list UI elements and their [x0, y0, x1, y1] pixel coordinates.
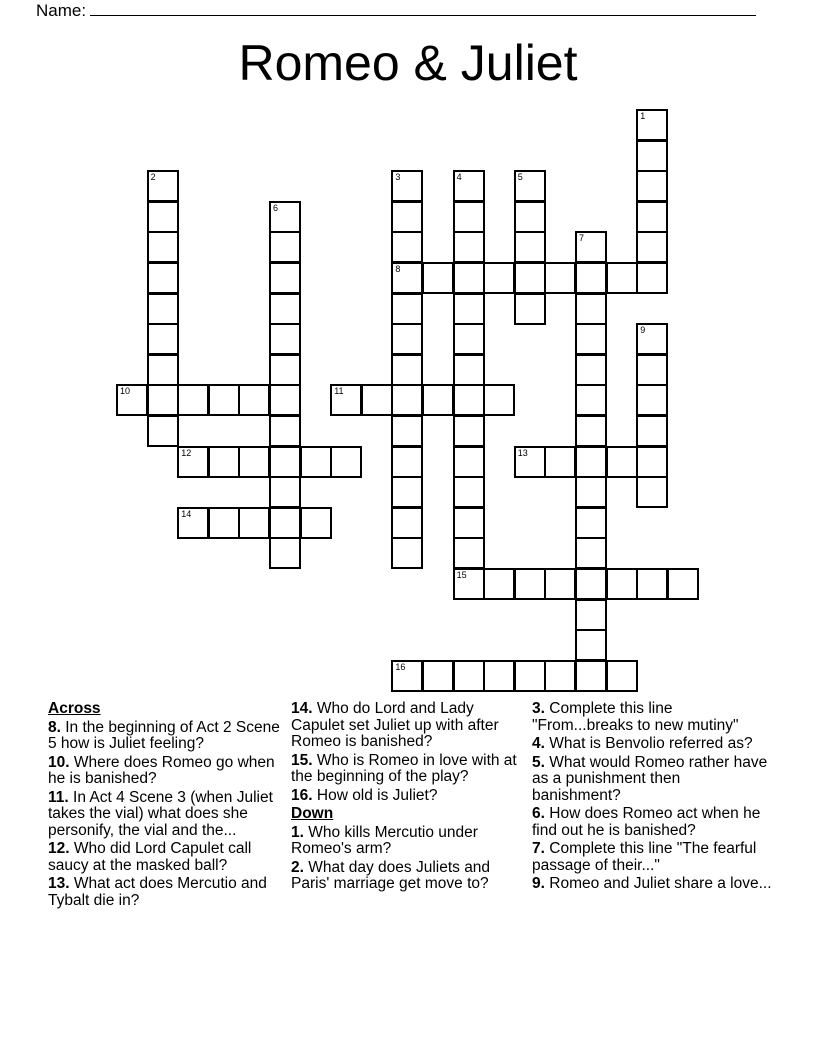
grid-cell[interactable]: [300, 446, 332, 478]
clue-number: 13: [517, 447, 528, 458]
clue-number: 9: [640, 325, 646, 336]
grid-cell[interactable]: [514, 446, 546, 478]
grid-cell[interactable]: [636, 201, 668, 233]
clue-number: 11: [334, 386, 344, 397]
grid-cell[interactable]: [391, 660, 423, 692]
grid-cell[interactable]: [422, 660, 454, 692]
grid-cell[interactable]: [636, 231, 668, 263]
grid-cell[interactable]: [391, 231, 423, 263]
clue-down: 9. Romeo and Juliet share a love...: [532, 875, 772, 892]
grid-cell[interactable]: [238, 384, 270, 416]
grid-cell[interactable]: [147, 262, 179, 294]
grid-cell[interactable]: [575, 537, 607, 569]
grid-cell[interactable]: [361, 384, 393, 416]
grid-cell[interactable]: [636, 415, 668, 447]
grid-cell[interactable]: [147, 231, 179, 263]
grid-cell[interactable]: [269, 507, 301, 539]
grid-cell[interactable]: [453, 660, 485, 692]
grid-cell[interactable]: [575, 629, 607, 661]
grid-cell[interactable]: [208, 384, 240, 416]
grid-cell[interactable]: [606, 660, 638, 692]
grid-cell[interactable]: [575, 415, 607, 447]
clue-down: 1. Who kills Mercutio under Romeo's arm?: [291, 823, 478, 857]
grid-cell[interactable]: [514, 262, 546, 294]
grid-cell[interactable]: [453, 231, 485, 263]
grid-cell[interactable]: [208, 507, 240, 539]
clue-across: 14. Who do Lord and Lady Capulet set Juliet up with after Romeo is banished?: [291, 700, 499, 750]
grid-cell[interactable]: [269, 415, 301, 447]
grid-cell[interactable]: [453, 568, 485, 600]
clue-number: 14: [181, 508, 192, 519]
clue-across: 10. Where does Romeo go when he is banished?: [48, 753, 275, 787]
grid-cell[interactable]: [636, 262, 668, 294]
clue-down: 6. How does Romeo act when he find out he is banished?: [532, 805, 761, 839]
grid-cell[interactable]: [575, 323, 607, 355]
clue-across: 13. What act does Mercutio and Tybalt die in?: [48, 875, 267, 909]
clue-number: 5: [517, 172, 523, 183]
grid-cell[interactable]: [606, 262, 638, 294]
grid-cell[interactable]: [514, 293, 546, 325]
clue-down: 3. Complete this line "From...breaks to new mutiny": [532, 700, 739, 734]
grid-cell[interactable]: [575, 354, 607, 386]
grid-cell[interactable]: [238, 446, 270, 478]
grid-cell[interactable]: [575, 293, 607, 325]
clue-number: 7: [579, 233, 585, 244]
grid-cell[interactable]: [514, 660, 546, 692]
grid-cell[interactable]: [453, 384, 485, 416]
grid-cell[interactable]: [147, 354, 179, 386]
clue-across: 8. In the beginning of Act 2 Scene 5 how is Juliet feeling?: [48, 718, 280, 752]
grid-cell[interactable]: [575, 599, 607, 631]
clue-number: 12: [181, 447, 192, 458]
grid-cell[interactable]: [147, 415, 179, 447]
grid-cell[interactable]: [147, 170, 179, 202]
grid-cell[interactable]: [391, 354, 423, 386]
grid-cell[interactable]: [391, 323, 423, 355]
grid-cell[interactable]: [453, 446, 485, 478]
clue-across: 16. How old is Juliet?: [291, 786, 438, 804]
grid-cell[interactable]: [208, 446, 240, 478]
grid-cell[interactable]: [269, 476, 301, 508]
grid-cell[interactable]: [636, 384, 668, 416]
grid-cell[interactable]: [269, 201, 301, 233]
grid-cell[interactable]: [544, 262, 576, 294]
grid-cell[interactable]: [636, 446, 668, 478]
grid-cell[interactable]: [330, 384, 362, 416]
grid-cell[interactable]: [636, 354, 668, 386]
grid-cell[interactable]: [391, 201, 423, 233]
grid-cell[interactable]: [606, 568, 638, 600]
grid-cell[interactable]: [269, 446, 301, 478]
grid-cell[interactable]: [453, 537, 485, 569]
grid-cell[interactable]: [453, 476, 485, 508]
grid-cell[interactable]: [391, 446, 423, 478]
clue-number: 16: [395, 661, 406, 672]
grid-cell[interactable]: [391, 415, 423, 447]
clues-column-2: [291, 701, 527, 895]
grid-cell[interactable]: [238, 507, 270, 539]
grid-cell[interactable]: [636, 323, 668, 355]
grid-cell[interactable]: [575, 231, 607, 263]
grid-cell[interactable]: [453, 170, 485, 202]
clues-column-3: [532, 701, 772, 895]
clues-column-1: [48, 701, 288, 911]
grid-cell[interactable]: [177, 384, 209, 416]
clue-number: 2: [150, 172, 156, 183]
clue-number: 1: [640, 111, 646, 121]
grid-cell[interactable]: [391, 384, 423, 416]
grid-cell[interactable]: [667, 568, 699, 600]
clue-down: 7. Complete this line "The fearful passage of their...": [532, 840, 757, 874]
clue-across: 11. In Act 4 Scene 3 (when Juliet takes the vial) what does she personify, the vial and the...: [48, 788, 273, 839]
grid-cell[interactable]: [636, 476, 668, 508]
grid-cell[interactable]: [575, 507, 607, 539]
grid-cell[interactable]: [269, 384, 301, 416]
grid-cell[interactable]: [177, 507, 209, 539]
grid-cell[interactable]: [636, 109, 668, 141]
grid-cell[interactable]: [453, 323, 485, 355]
grid-cell[interactable]: [575, 262, 607, 294]
clue-number: 15: [456, 570, 467, 580]
grid-cell[interactable]: [177, 446, 209, 478]
grid-cell[interactable]: [391, 476, 423, 508]
grid-cell[interactable]: [269, 537, 301, 569]
grid-cell[interactable]: [269, 293, 301, 325]
grid-cell[interactable]: [483, 262, 515, 294]
grid-cell[interactable]: [391, 170, 423, 202]
page-title: Romeo & Juliet: [238, 35, 578, 91]
grid-cell[interactable]: [575, 660, 607, 692]
clue-down: 5. What would Romeo rather have as a punishment then banishment?: [532, 753, 768, 804]
grid-cell[interactable]: [391, 293, 423, 325]
grid-cell[interactable]: [422, 262, 454, 294]
clue-number: 6: [273, 202, 279, 213]
grid-cell[interactable]: [453, 507, 485, 539]
grid-cell[interactable]: [453, 415, 485, 447]
clue-number: 10: [120, 386, 131, 397]
clue-number: 8: [395, 264, 401, 274]
grid-cell[interactable]: [514, 201, 546, 233]
grid-cell[interactable]: [514, 231, 546, 263]
grid-cell[interactable]: [575, 446, 607, 478]
grid-cell[interactable]: [453, 262, 485, 294]
grid-cell[interactable]: [453, 201, 485, 233]
grid-cell[interactable]: [575, 476, 607, 508]
grid-cell[interactable]: [514, 170, 546, 202]
clue-number: 4: [456, 172, 462, 183]
grid-cell[interactable]: [269, 231, 301, 263]
across-clues-a: [48, 720, 288, 910]
grid-cell[interactable]: [147, 384, 179, 416]
clue-across: 12. Who did Lord Capulet call saucy at the masked ball?: [48, 840, 252, 874]
grid-cell[interactable]: [606, 446, 638, 478]
grid-cell[interactable]: [544, 446, 576, 478]
grid-cell[interactable]: [269, 354, 301, 386]
grid-cell[interactable]: [147, 201, 179, 233]
grid-cell[interactable]: [391, 507, 423, 539]
grid-cell[interactable]: [269, 323, 301, 355]
grid-cell[interactable]: [391, 537, 423, 569]
grid-cell[interactable]: [116, 384, 148, 416]
grid-cell[interactable]: [330, 446, 362, 478]
grid-cell[interactable]: [483, 384, 515, 416]
grid-cell[interactable]: [483, 660, 515, 692]
grid-cell[interactable]: [636, 568, 668, 600]
grid-cell[interactable]: [391, 262, 423, 294]
grid-cell[interactable]: [575, 384, 607, 416]
clue-down: 2. What day does Juliets and Paris' marriage get move to?: [291, 858, 491, 892]
grid-cell[interactable]: [422, 384, 454, 416]
grid-cell[interactable]: [300, 507, 332, 539]
grid-cell[interactable]: [514, 568, 546, 600]
grid-cell[interactable]: [147, 293, 179, 325]
grid-cell[interactable]: [575, 568, 607, 600]
clue-across: 15. Who is Romeo in love with at the beginning of the play?: [291, 751, 517, 785]
grid-cell[interactable]: [544, 660, 576, 692]
grid-cell[interactable]: [147, 323, 179, 355]
clue-number: 3: [395, 172, 401, 183]
grid-cell[interactable]: [453, 293, 485, 325]
grid-cell[interactable]: [483, 568, 515, 600]
grid-cell[interactable]: [269, 262, 301, 294]
across-heading: Across: [48, 700, 101, 717]
grid-cell[interactable]: [544, 568, 576, 600]
grid-cell[interactable]: [636, 170, 668, 202]
clue-down: 4. What is Benvolio referred as?: [532, 735, 753, 752]
name-label: Name:: [36, 1, 87, 20]
grid-cell[interactable]: [636, 140, 668, 172]
down-heading: Down: [291, 805, 334, 822]
grid-cell[interactable]: [453, 354, 485, 386]
